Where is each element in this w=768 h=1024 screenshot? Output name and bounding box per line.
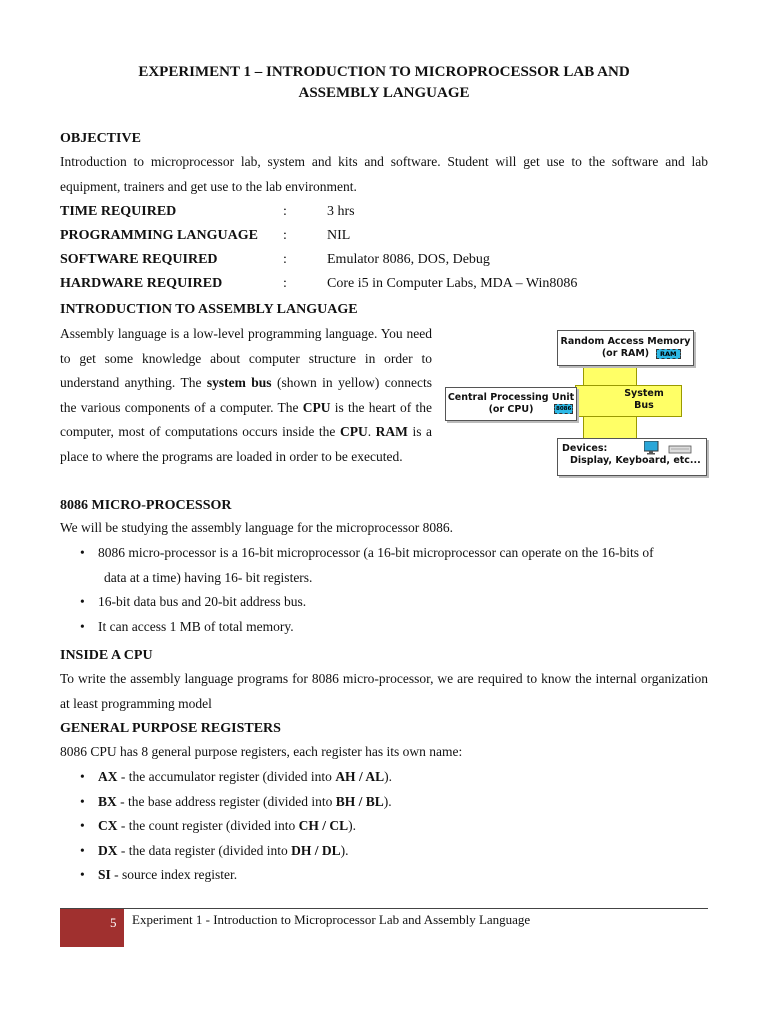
register-end: ). — [348, 818, 356, 833]
register-name: CX — [98, 818, 118, 833]
bullet-icon: • — [80, 545, 85, 560]
intro-bold-ram: RAM — [375, 424, 408, 439]
intro-assembly-heading: INTRODUCTION TO ASSEMBLY LANGUAGE — [60, 302, 358, 317]
register-name: DX — [98, 842, 118, 858]
bullet-icon: • — [80, 793, 85, 809]
register-desc: - the count register (divided into — [117, 818, 299, 833]
bullet-icon: • — [80, 842, 85, 858]
system-bus-label — [611, 388, 677, 412]
req-value: Core i5 in Computer Labs, MDA – Win8086 — [327, 276, 578, 291]
cpu-label: Central Processing Unit — [447, 392, 575, 403]
bullet-icon: • — [80, 769, 85, 784]
list-item — [60, 590, 708, 615]
devices-sublabel: Display, Keyboard, etc... — [570, 455, 701, 466]
list-item — [60, 863, 708, 888]
register-name: AX — [98, 769, 118, 784]
objective-heading: OBJECTIVE — [60, 131, 141, 146]
monitor-keyboard-icon — [644, 441, 698, 455]
intro-assembly-text — [60, 322, 432, 469]
system-bus-label-line: Bus — [634, 400, 654, 411]
register-end: ). — [383, 793, 392, 809]
intro-bold-system-bus: system bus — [206, 375, 272, 390]
devices-label: Devices: — [562, 443, 608, 454]
register-split: DH / DL — [291, 842, 341, 858]
ram-sublabel: (or RAM) — [601, 348, 650, 359]
cpu-box — [445, 387, 577, 421]
list-item — [60, 615, 708, 640]
register-name: SI — [98, 867, 111, 882]
req-sep: : — [283, 252, 287, 267]
gpr-heading: GENERAL PURPOSE REGISTERS — [60, 721, 281, 736]
micro-text: We will be studying the assembly language for the microprocessor 8086. — [60, 520, 453, 535]
register-end: ). — [384, 769, 392, 784]
gpr-text: 8086 CPU has 8 general purpose registers, each register has its own name: — [60, 744, 463, 759]
req-key: TIME REQUIRED — [60, 204, 177, 219]
bullet-icon: • — [80, 594, 85, 609]
page-number: 5 — [110, 915, 117, 930]
req-key: HARDWARE REQUIRED — [60, 276, 223, 291]
micro-bullet-list — [60, 541, 708, 639]
req-value: 3 hrs — [327, 204, 355, 219]
register-end: ). — [340, 842, 349, 858]
register-split: AH / AL — [335, 769, 385, 784]
page-number-badge — [60, 909, 124, 947]
req-key: SOFTWARE REQUIRED — [60, 252, 218, 267]
register-name: BX — [98, 793, 117, 809]
intro-text-part: Assembly language is a low-level programming language. You need to get some knowledge about computer structure in order to understand anything. The — [60, 326, 432, 390]
computer-structure-diagram — [445, 330, 710, 480]
req-value: NIL — [327, 228, 351, 243]
intro-text-part: . — [367, 424, 376, 439]
devices-box — [557, 438, 707, 476]
req-sep: : — [283, 228, 287, 243]
cpu-heading: INSIDE A CPU — [60, 648, 153, 663]
intro-text-part: is the heart of the computer, most of computations occurs inside the — [60, 399, 432, 439]
req-sep: : — [283, 204, 287, 219]
ram-chip-icon: RAM — [656, 349, 681, 359]
title-line-1: EXPERIMENT 1 – INTRODUCTION TO MICROPROCESSOR LAB AND — [138, 64, 630, 80]
objective-text: Introduction to microprocessor lab, system and kits and software. Student will get use to the software and lab equipment, trainers and get use to the lab environment. — [60, 154, 708, 194]
system-bus-label-line: System — [624, 388, 664, 399]
micro-heading: 8086 MICRO-PROCESSOR — [60, 498, 232, 513]
title-line-2: ASSEMBLY LANGUAGE — [298, 85, 470, 101]
register-desc: - the base address register (divided into — [116, 793, 336, 809]
footer-divider — [60, 908, 708, 909]
page-title — [60, 62, 708, 104]
intro-text-part: (shown in yellow) connects the various components of a computer. The — [60, 375, 432, 415]
list-item — [60, 790, 708, 815]
register-split: BH / BL — [335, 793, 384, 809]
bullet-text-continued: data at a time) having 16- bit registers. — [104, 569, 313, 585]
bullet-icon: • — [80, 618, 85, 634]
register-desc: - the data register (divided into — [117, 842, 292, 858]
cpu-text: To write the assembly language programs for 8086 micro-processor, we are required to know the internal organization at least programming model — [60, 671, 708, 711]
cpu-sublabel: (or CPU) — [488, 404, 534, 415]
bullet-icon: • — [80, 867, 85, 882]
register-desc: - the accumulator register (divided into — [117, 769, 336, 784]
register-split: CH / CL — [298, 818, 349, 833]
intro-bold-cpu: CPU — [302, 399, 331, 415]
bullet-text: 8086 micro-processor is a 16-bit microprocessor (a 16-bit microprocessor can operate on the 16-bits of — [98, 545, 654, 560]
ram-label: Random Access Memory — [560, 336, 691, 347]
req-key: PROGRAMMING LANGUAGE — [60, 228, 258, 243]
register-desc: - source index register. — [110, 867, 238, 882]
bullet-text: It can access 1 MB of total memory. — [98, 618, 294, 634]
footer-text: Experiment 1 - Introduction to Microprocessor Lab and Assembly Language — [132, 912, 531, 927]
req-sep: : — [283, 276, 287, 291]
list-item — [60, 814, 708, 839]
bullet-text: 16-bit data bus and 20-bit address bus. — [98, 594, 307, 609]
ram-box — [557, 330, 694, 366]
list-item — [60, 765, 708, 790]
register-list — [60, 765, 708, 888]
req-value: Emulator 8086, DOS, Debug — [327, 252, 490, 267]
intro-bold-cpu: CPU — [339, 424, 368, 439]
intro-text-part: is a place to where the programs are loaded in order to be executed. — [60, 424, 433, 464]
bullet-icon: • — [80, 818, 85, 833]
list-item — [60, 839, 708, 864]
cpu-chip-icon: 8086 — [556, 406, 572, 412]
list-item — [60, 541, 708, 590]
